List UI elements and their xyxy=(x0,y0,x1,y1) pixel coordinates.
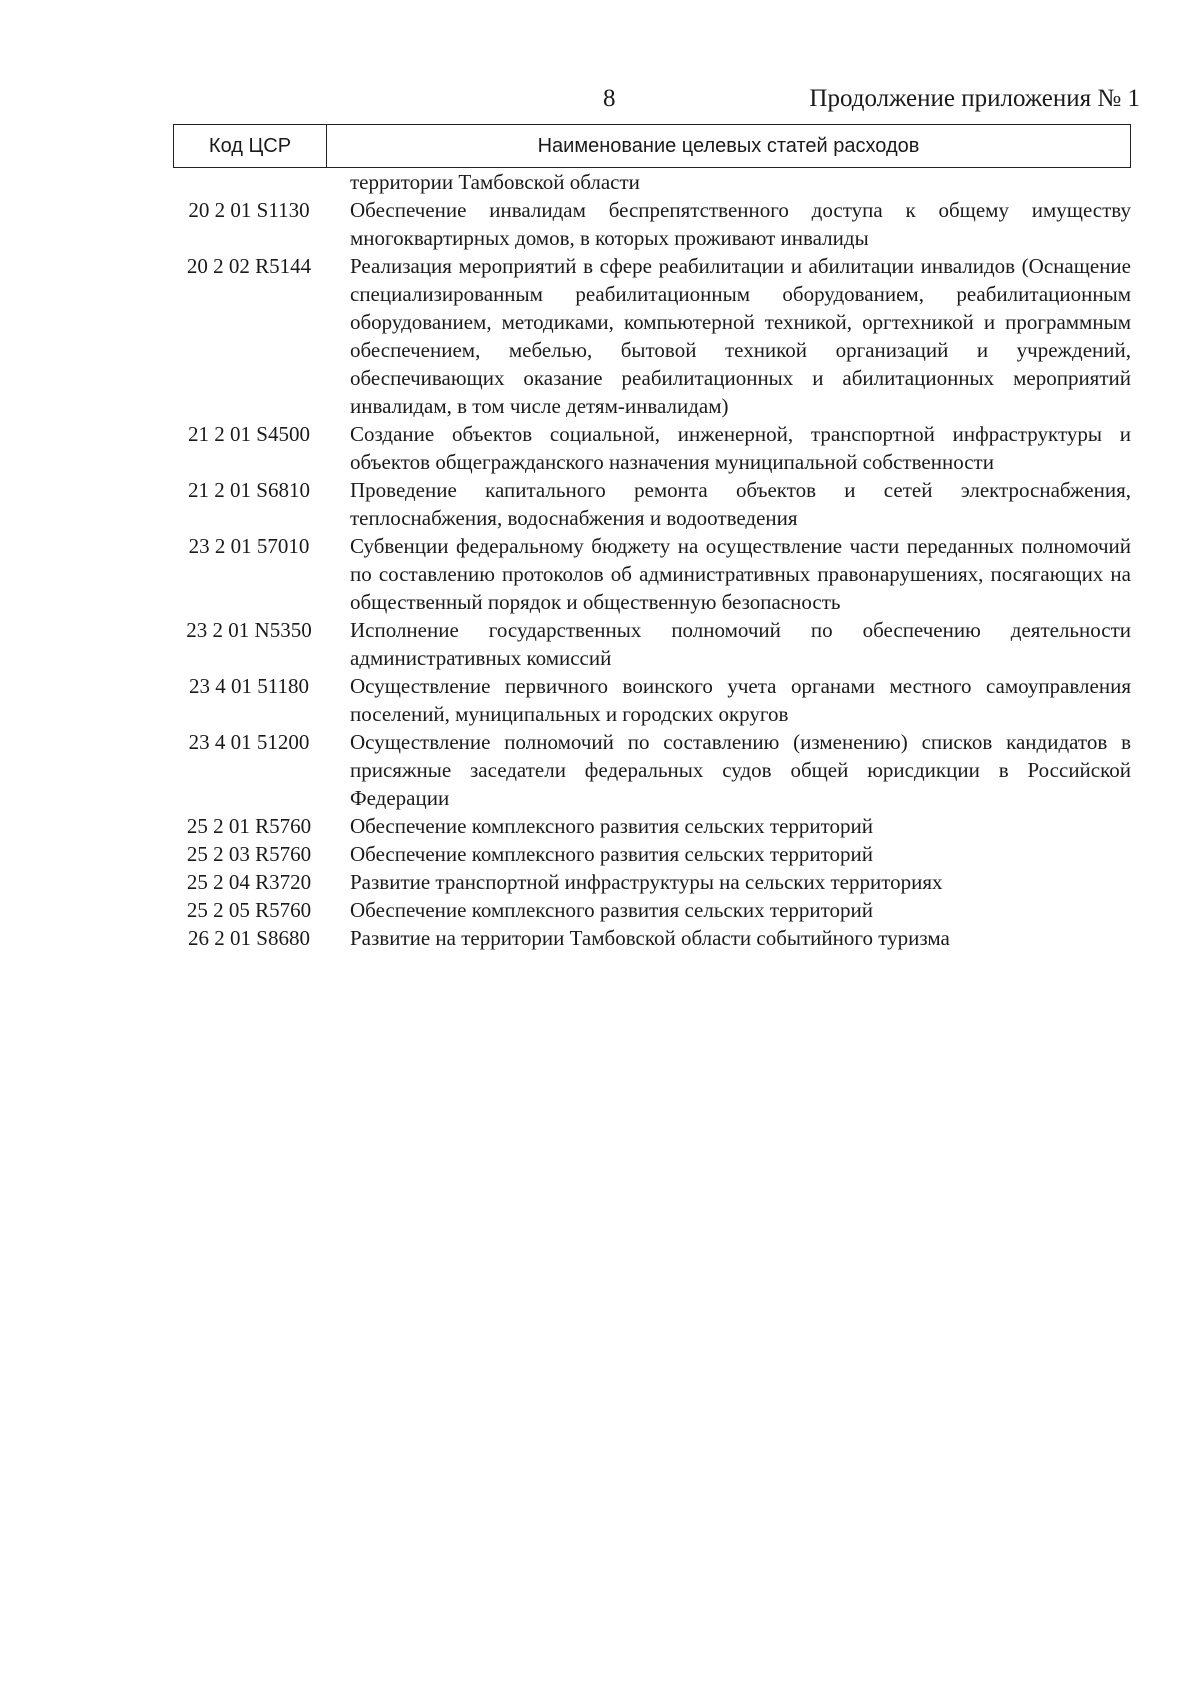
row-description: Исполнение государственных полномочий по обеспечению деятельности административных комиссий xyxy=(350,618,1131,670)
row-code: 20 2 01 S1130 xyxy=(188,198,310,222)
row-description: Развитие транспортной инфраструктуры на сельских территориях xyxy=(350,870,943,894)
table-row xyxy=(173,728,1131,812)
row-code: 23 2 01 N5350 xyxy=(186,618,312,642)
table-row xyxy=(173,840,1131,868)
table-row xyxy=(173,420,1131,476)
table-row xyxy=(173,252,1131,420)
table-row xyxy=(173,616,1131,672)
row-code xyxy=(173,168,325,196)
column-header-name: Наименование целевых статей расходов xyxy=(537,134,920,157)
row-description: Обеспечение инвалидам беспрепятственного доступа к общему имуществу многоквартирных домов, в которых проживают инвалиды xyxy=(350,198,1131,250)
table-row xyxy=(173,868,1131,896)
row-description: Субвенции федеральному бюджету на осуществление части переданных полномочий по составлению протоколов об административных правонарушениях, посягающих на общественный порядок и общественную безопасность xyxy=(350,534,1131,614)
table-row xyxy=(173,168,1131,196)
table-row xyxy=(173,196,1131,252)
row-description: Осуществление полномочий по составлению (изменению) списков кандидатов в присяжные заседатели федеральных судов общей юрисдикции в Российской Федерации xyxy=(350,730,1131,810)
table-row xyxy=(173,924,1131,952)
row-description: Обеспечение комплексного развития сельских территорий xyxy=(350,842,874,866)
row-description: Обеспечение комплексного развития сельских территорий xyxy=(350,814,874,838)
row-code: 23 4 01 51180 xyxy=(189,674,309,698)
table-row xyxy=(173,476,1131,532)
table-row xyxy=(173,812,1131,840)
row-code: 25 2 05 R5760 xyxy=(186,898,312,922)
table-header xyxy=(173,124,1131,168)
appendix-continuation-title: Продолжение приложения № 1 xyxy=(809,85,1140,112)
row-description: территории Тамбовской области xyxy=(350,170,640,194)
row-description: Осуществление первичного воинского учета органами местного самоуправления поселений, муниципальных и городских округов xyxy=(350,674,1131,726)
page-number: 8 xyxy=(603,85,616,112)
row-code: 20 2 02 R5144 xyxy=(186,254,312,278)
row-description: Обеспечение комплексного развития сельских территорий xyxy=(350,898,874,922)
row-code: 25 2 01 R5760 xyxy=(186,814,312,838)
column-header-code: Код ЦСР xyxy=(174,125,327,167)
row-description: Создание объектов социальной, инженерной, транспортной инфраструктуры и объектов общегражданского назначения муниципальной собственности xyxy=(350,422,1131,474)
table-row xyxy=(173,532,1131,616)
table-row xyxy=(173,672,1131,728)
row-code: 23 4 01 51200 xyxy=(188,730,310,754)
row-description: Развитие на территории Тамбовской области событийного туризма xyxy=(350,926,950,950)
row-code: 25 2 03 R5760 xyxy=(186,842,312,866)
row-code: 25 2 04 R3720 xyxy=(186,870,312,894)
row-description: Проведение капитального ремонта объектов и сетей электроснабжения, теплоснабжения, водоснабжения и водоотведения xyxy=(350,478,1131,530)
row-code: 23 2 01 57010 xyxy=(188,534,310,558)
table-row xyxy=(173,896,1131,924)
row-code: 26 2 01 S8680 xyxy=(188,926,310,950)
table-body xyxy=(173,168,1131,952)
row-code: 21 2 01 S4500 xyxy=(188,422,310,446)
row-code: 21 2 01 S6810 xyxy=(188,478,310,502)
row-description: Реализация мероприятий в сфере реабилитации и абилитации инвалидов (Оснащение специализированным реабилитационным оборудованием, реабилитационным оборудованием, методиками, компьютерной техникой, оргтехникой и программным обеспечением, мебелью, бытовой техникой организаций и учреждений, обеспечивающих оказание реабилитационных и абилитационных мероприятий инвалидам, в том числе детям-инвалидам) xyxy=(350,254,1131,418)
